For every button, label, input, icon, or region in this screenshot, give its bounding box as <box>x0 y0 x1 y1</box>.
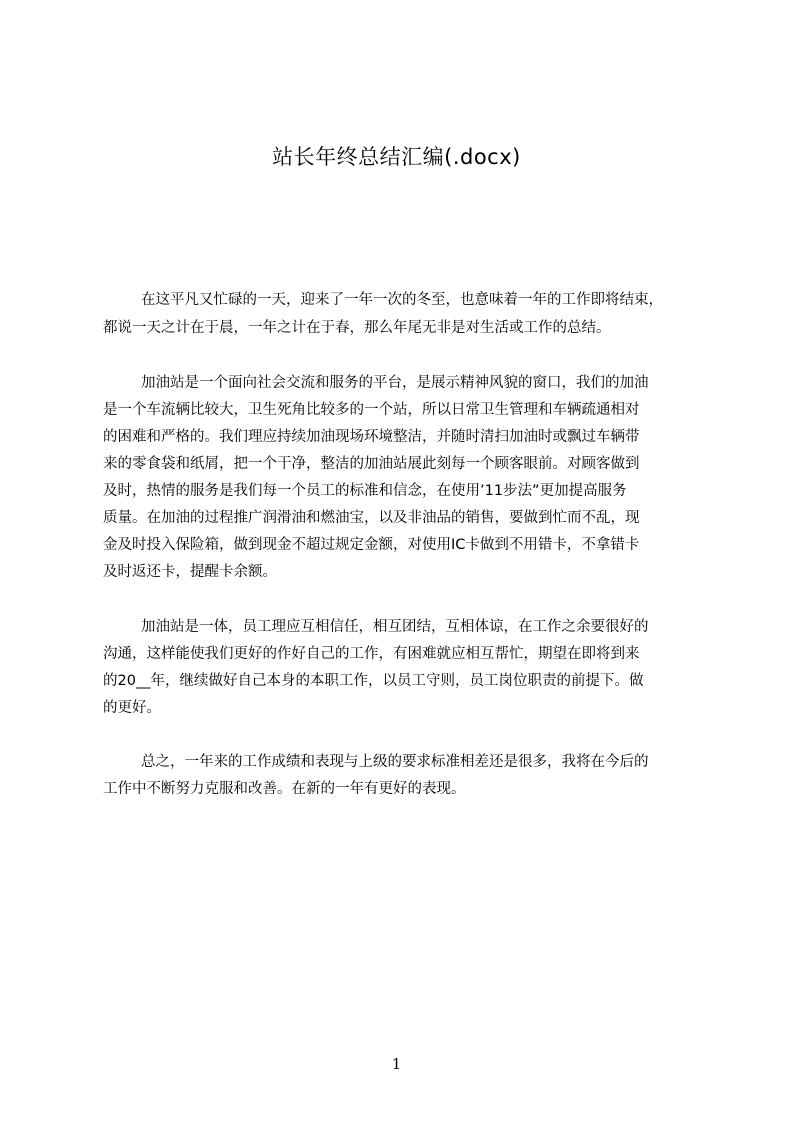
paragraph-4-line-1: 总之，一年来的工作成绩和表现与上级的要求标准相差还是很多，我将在今后的 <box>141 754 649 770</box>
paragraph-2-line-1: 加油站是一个面向社会交流和服务的平台，是展示精神风貌的窗口，我们的加油 <box>141 375 649 391</box>
paragraph-1-line-2: 都说一天之计在于晨，一年之计在于春，那么年尾无非是对生活或工作的总结。 <box>103 320 611 336</box>
paragraph-1-line-1: 在这平凡又忙碌的一天，迎来了一年一次的冬至，也意味着一年的工作即将结束， <box>141 292 663 308</box>
paragraph-2-line-7: 金及时投入保险箱，做到现金不超过规定金额，对使用IC卡做到不用错卡，不拿错卡 <box>103 537 640 553</box>
document-title: 站长年终总结汇编(.docx) <box>272 145 521 169</box>
paragraph-3-line-3: 的20__年，继续做好自己本身的本职工作，以员工守则，员工岗位职责的前提下。做 <box>103 673 644 689</box>
paragraph-2-line-5: 及时，热情的服务是我们每一个员工的标准和信念，在使用’11步法”更加提高服务 <box>103 483 627 499</box>
page-number: 1 <box>391 1055 402 1073</box>
paragraph-2-line-4: 来的零食袋和纸屑，把一个干净，整洁的加油站展此刻每一个顾客眼前。对顾客做到 <box>103 456 640 472</box>
paragraph-4-line-2: 工作中不断努力克服和改善。在新的一年有更好的表现。 <box>103 781 466 797</box>
paragraph-3-line-1: 加油站是一体，员工理应互相信任，相互团结，互相体谅，在工作之余要很好的 <box>141 619 649 635</box>
paragraph-2-line-6: 质量。在加油的过程推广润滑油和燃油宝，以及非油品的销售，要做到忙而不乱，现 <box>103 510 640 526</box>
paragraph-3-line-4: 的更好。 <box>103 700 161 716</box>
paragraph-2-line-2: 是一个车流辆比较大，卫生死角比较多的一个站，所以日常卫生管理和车辆疏通相对 <box>103 402 640 418</box>
paragraph-2-line-8: 及时返还卡，提醒卡余额。 <box>103 564 277 580</box>
paragraph-3-line-2: 沟通，这样能使我们更好的作好自己的工作，有困难就应相互帮忙，期望在即将到来 <box>103 646 640 662</box>
paragraph-2-line-3: 的困难和严格的。我们理应持续加油现场环境整洁，并随时清扫加油时或飘过车辆带 <box>103 429 640 445</box>
